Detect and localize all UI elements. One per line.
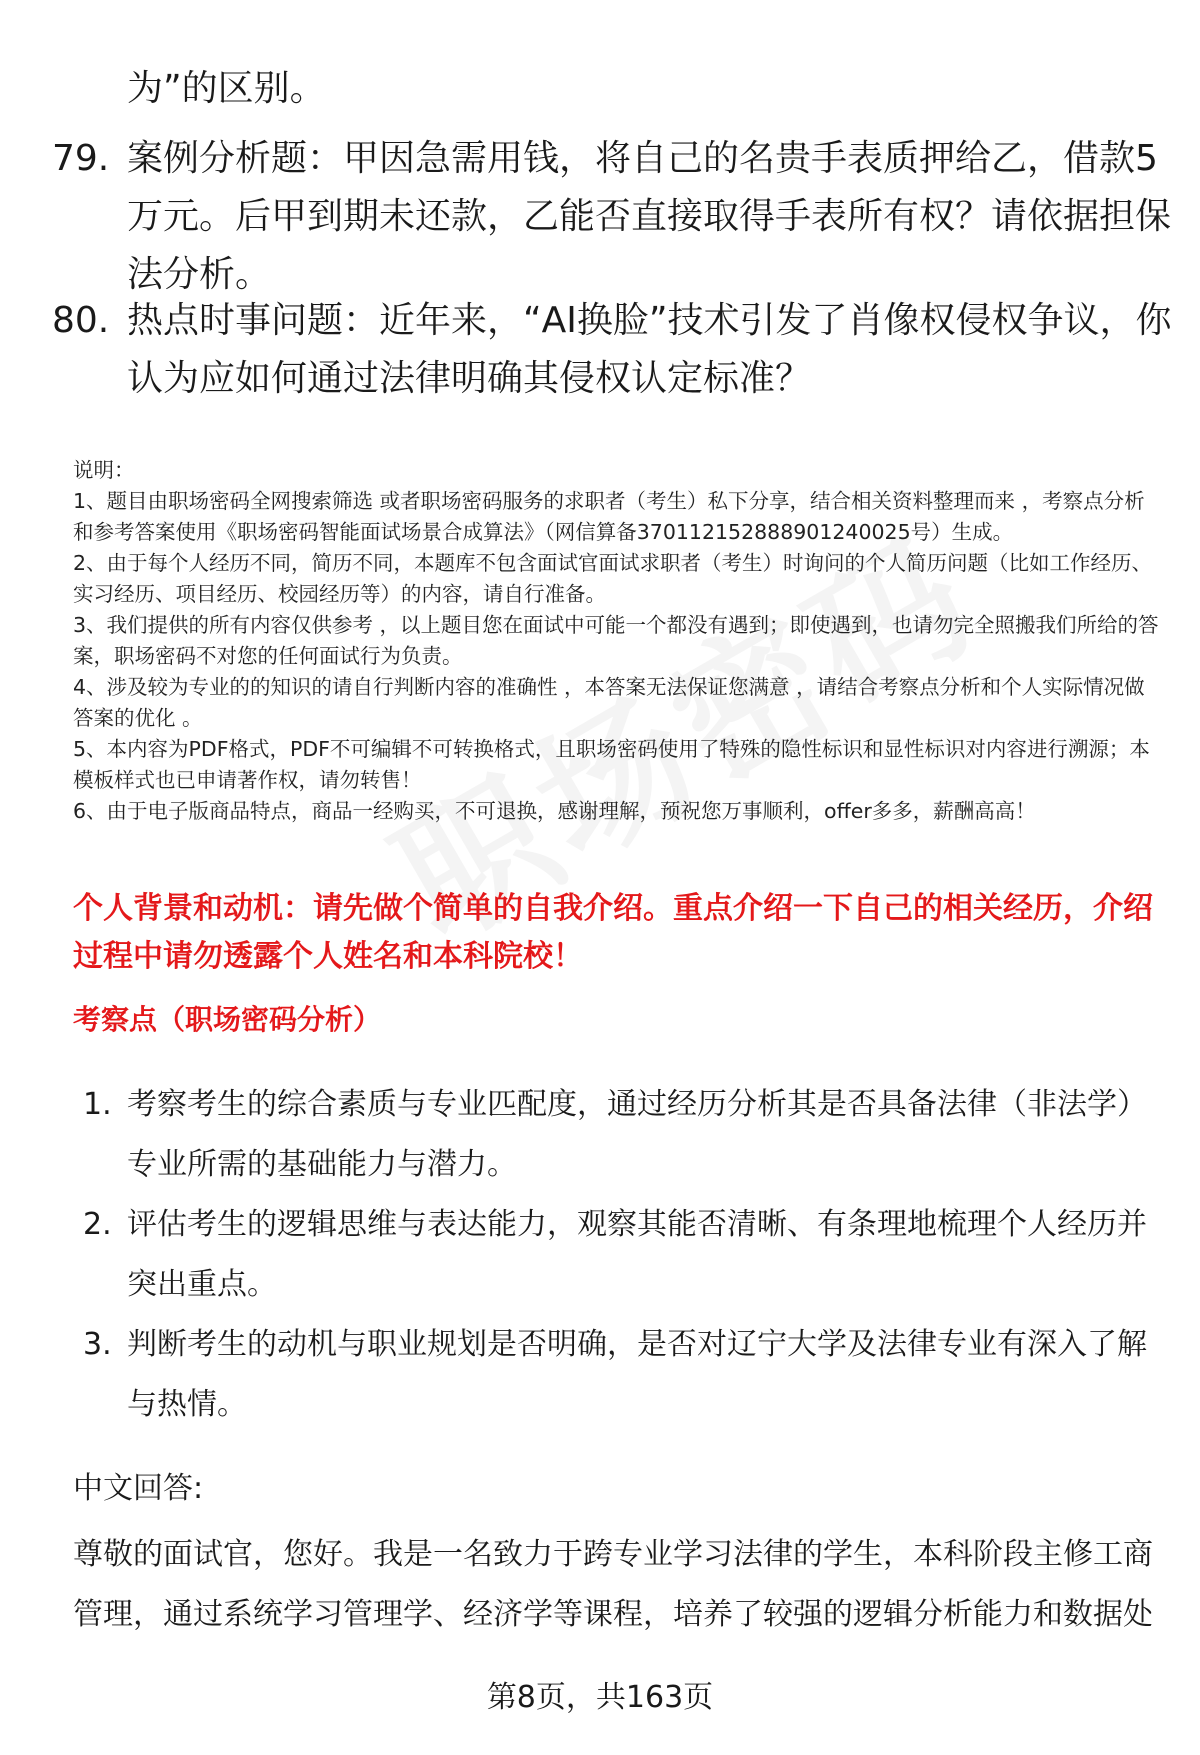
question-80: [52, 292, 1172, 408]
note-item: 5、本内容为PDF格式，PDF不可编辑不可转换格式，且职场密码使用了特殊的隐性标识和显性标识对内容进行溯源；本模板样式也已申请著作权，请勿转售！: [73, 737, 1150, 792]
point-text: 考察考生的综合素质与专业匹配度，通过经历分析其是否具备法律（非法学）专业所需的基础能力与潜力。: [127, 1087, 1147, 1182]
background-question: 个人背景和动机：请先做个简单的自我介绍。重点介绍一下自己的相关经历，介绍过程中请勿透露个人姓名和本科院校！: [73, 891, 1153, 974]
note-item: 1、题目由职场密码全网搜索筛选 或者职场密码服务的求职者（考生）私下分享，结合相关资料整理而来 ，考察点分析和参考答案使用《职场密码智能面试场景合成算法》（网信算备370112152888901240025号）生成。: [73, 489, 1145, 544]
analysis-point: [83, 1075, 1163, 1195]
analysis-points: [83, 1075, 1163, 1435]
point-number: 3.: [83, 1327, 112, 1362]
point-number: 1.: [83, 1087, 112, 1122]
analysis-heading: 考察点（职场密码分析）: [73, 1003, 382, 1036]
answer-text: 尊敬的面试官，您好。我是一名致力于跨专业学习法律的学生，本科阶段主修工商管理，通过系统学习管理学、经济学等课程，培养了较强的逻辑分析能力和数据处: [73, 1537, 1153, 1632]
question-number: 79.: [52, 138, 110, 179]
question-text: 热点时事问题：近年来，“AI换脸”技术引发了肖像权侵权争议，你认为应如何通过法律明确其侵权认定标准？: [127, 300, 1172, 399]
question-number: 80.: [52, 300, 110, 341]
point-text: 评估考生的逻辑思维与表达能力，观察其能否清晰、有条理地梳理个人经历并突出重点。: [127, 1207, 1147, 1302]
point-text: 判断考生的动机与职业规划是否明确，是否对辽宁大学及法律专业有深入了解与热情。: [127, 1327, 1147, 1422]
notes-section: [73, 455, 1163, 827]
notes-title: 说明：: [73, 458, 135, 482]
analysis-point: [83, 1195, 1163, 1315]
note-item: 4、涉及较为专业的的知识的请自行判断内容的准确性 ，本答案无法保证您满意 ，请结合考察点分析和个人实际情况做答案的优化 。: [73, 675, 1145, 730]
note-item: 3、我们提供的所有内容仅供参考 ，以上题目您在面试中可能一个都没有遇到；即使遇到，也请勿完全照搬我们所给的答案，职场密码不对您的任何面试行为负责。: [73, 613, 1159, 668]
question-79: [52, 130, 1172, 304]
note-item: 2、由于每个人经历不同，简历不同，本题库不包含面试官面试求职者（考生）时询问的个人简历问题（比如工作经历、实习经历、项目经历、校园经历等）的内容，请自行准备。: [73, 551, 1153, 606]
question-text: 案例分析题：甲因急需用钱，将自己的名贵手表质押给乙，借款5万元。后甲到期未还款，乙能否直接取得手表所有权？请依据担保法分析。: [127, 138, 1172, 295]
note-item: 6、由于电子版商品特点，商品一经购买，不可退换，感谢理解，预祝您万事顺利，offer多多，薪酬高高！: [73, 799, 1036, 823]
continued-text: 为”的区别。: [127, 68, 326, 109]
page-footer: 第8页，共163页: [486, 1680, 714, 1715]
point-number: 2.: [83, 1207, 112, 1242]
answer-label: 中文回答:: [73, 1471, 204, 1506]
analysis-point: [83, 1315, 1163, 1435]
